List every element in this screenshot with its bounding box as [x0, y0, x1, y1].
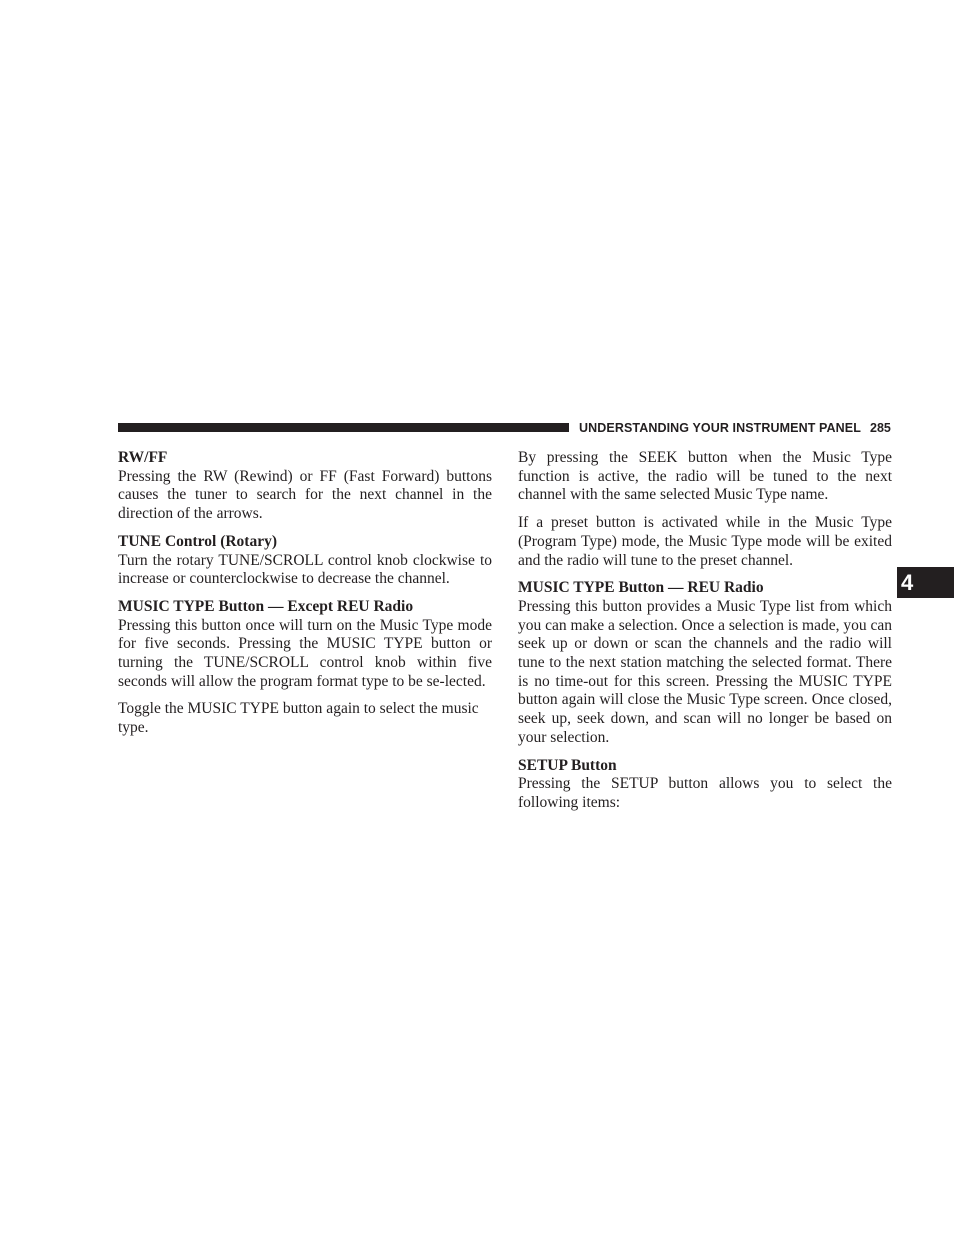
- paragraph-music-type-reu: Pressing this button provides a Music Type list from which you can make a selection. Once a selection is made, you can seek up or down or scan the channels and the radio will tune to the next station matching the selected format. There is no time-out for this screen. Pressing the MUSIC TYPE button again will close the Music Type screen. Once closed, seek up, seek down, and scan will no longer be based on your selection.: [518, 597, 893, 746]
- paragraph-music-type-except-reu: Pressing this button once will turn on the Music Type mode for five seconds. Pressing the MUSIC TYPE button or turning the TUNE/SCROLL control knob within five seconds will allow the program format type to be se-lected.: [118, 616, 492, 690]
- left-column: [118, 449, 492, 747]
- paragraph-tune-control: Turn the rotary TUNE/SCROLL control knob clockwise to increase or counterclockwise to decrease the channel.: [118, 551, 492, 588]
- section-heading-tune-control: TUNE Control (Rotary): [118, 532, 278, 550]
- section-heading-music-type-except-reu: MUSIC TYPE Button — Except REU Radio: [118, 597, 414, 615]
- paragraph-seek-music-type: By pressing the SEEK button when the Music Type function is active, the radio will be tuned to the next channel with the same selected Music Type name.: [518, 449, 892, 504]
- paragraph-toggle-music-type: Toggle the MUSIC TYPE button again to select the music type.: [118, 700, 479, 737]
- section-heading-setup-button: SETUP Button: [518, 756, 617, 774]
- page-number: 285: [870, 421, 891, 435]
- running-header-title: UNDERSTANDING YOUR INSTRUMENT PANEL: [579, 421, 861, 435]
- chapter-tab: 4: [897, 567, 954, 598]
- paragraph-setup-button: Pressing the SETUP button allows you to select the following items:: [518, 775, 892, 811]
- section-heading-music-type-reu: MUSIC TYPE Button — REU Radio: [518, 579, 764, 597]
- section-heading-rwff: RW/FF: [118, 449, 168, 466]
- paragraph-preset-button: If a preset button is activated while in the Music Type (Program Type) mode, the Music Type mode will be exited and the radio will tune to the preset channel.: [518, 514, 892, 569]
- header-rule: [118, 423, 569, 432]
- paragraph-rwff: Pressing the RW (Rewind) or FF (Fast Forward) buttons causes the tuner to search for the next channel in the direction of the arrows.: [118, 467, 492, 523]
- right-column: [518, 449, 892, 822]
